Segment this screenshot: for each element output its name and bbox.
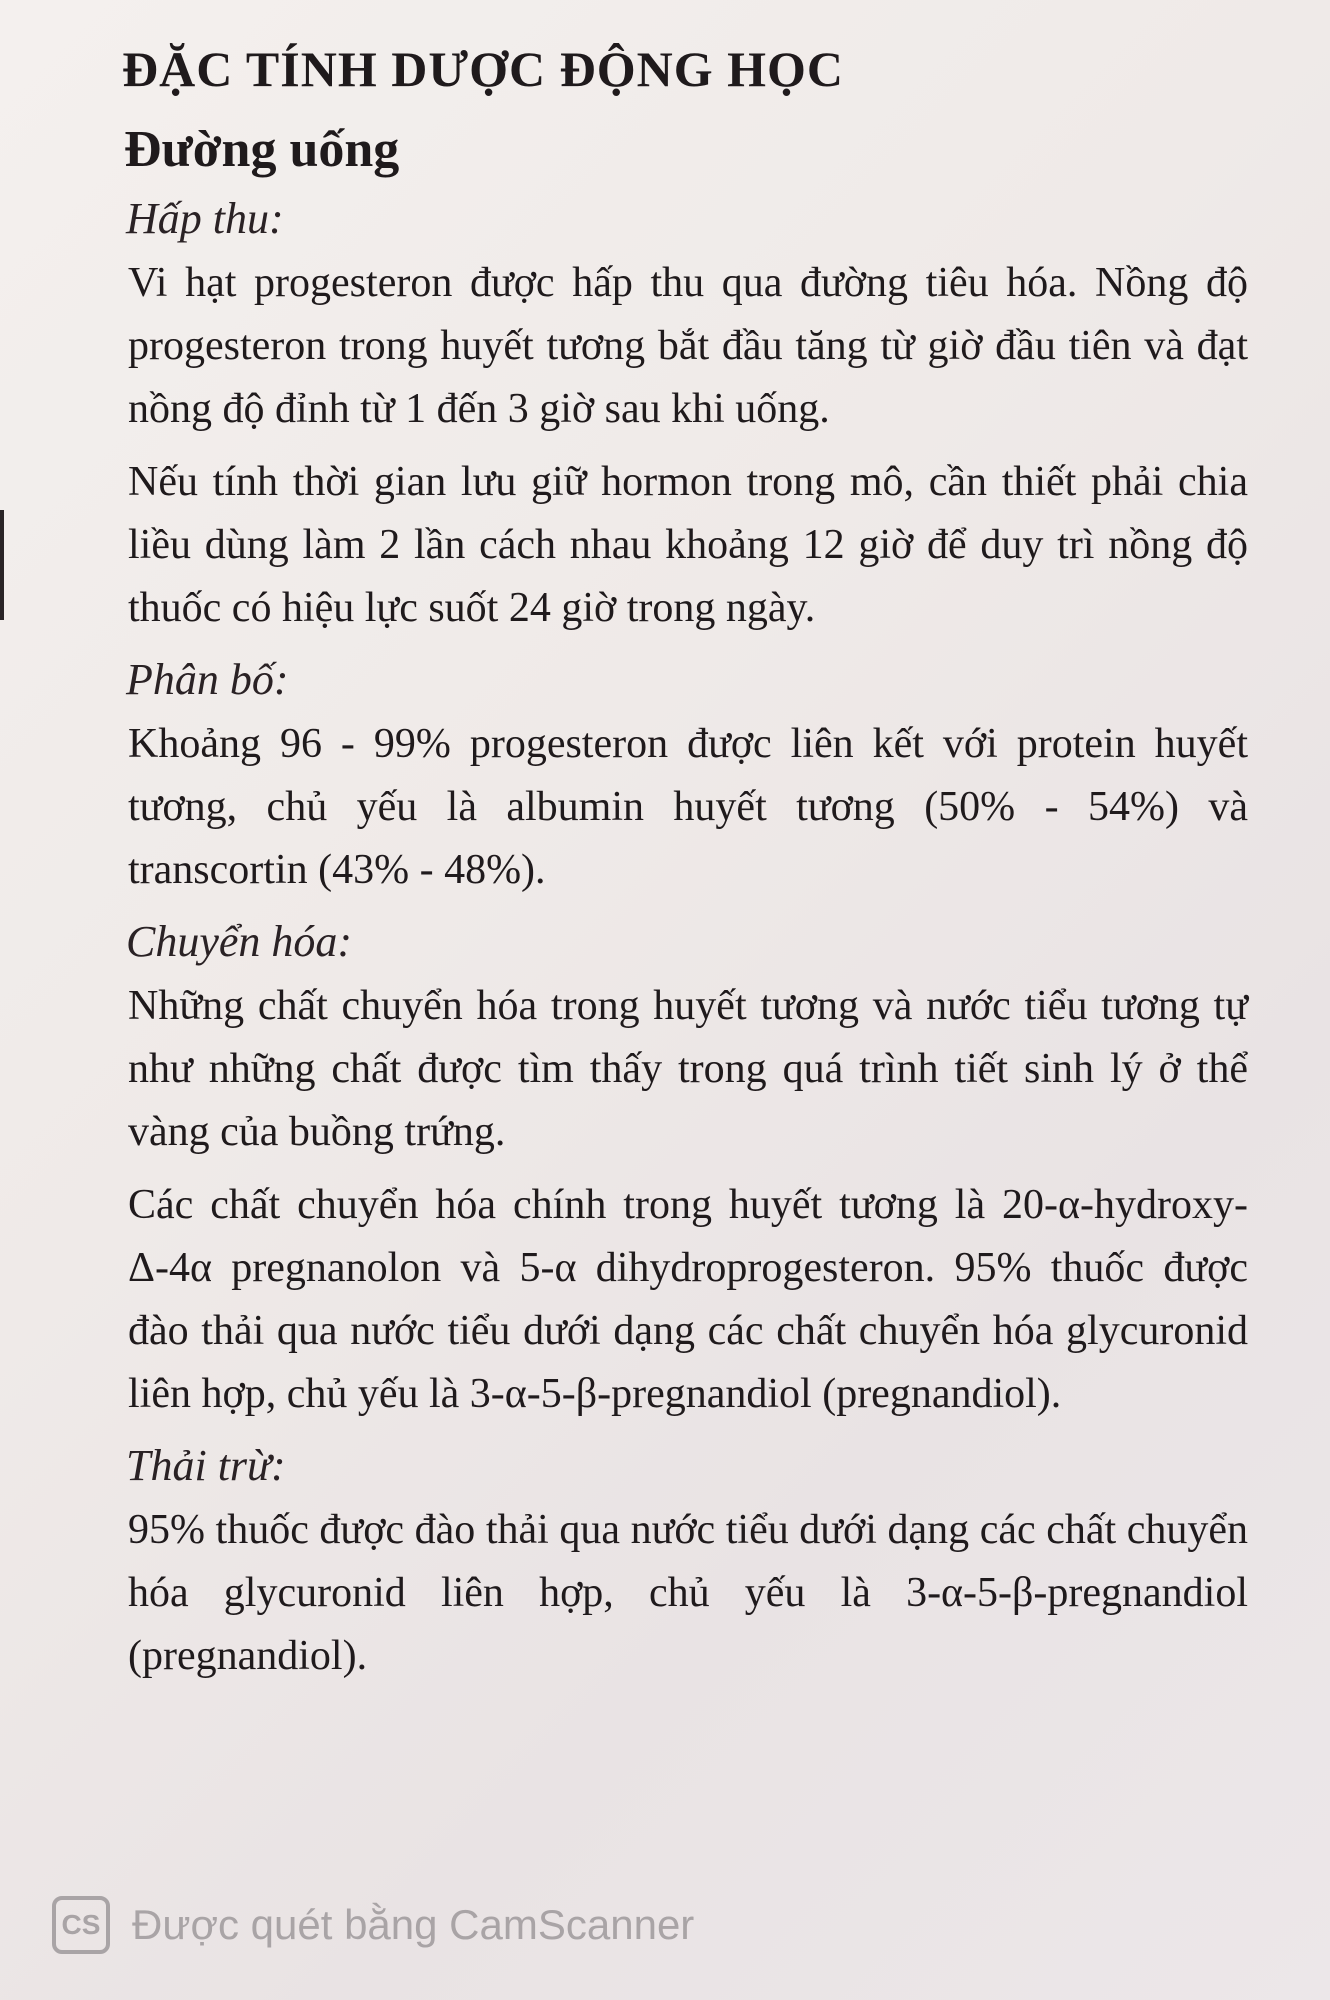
paragraph: 95% thuốc được đào thải qua nước tiểu dưới dạng các chất chuyển hóa glycuronid liên hợp, chủ yếu là 3-α-5-β-pregnandiol (pregnandiol). bbox=[128, 1507, 1248, 1679]
section-elimination bbox=[118, 1440, 1248, 1688]
section-title: Phân bố: bbox=[126, 655, 289, 704]
camscanner-logo-icon: CS bbox=[52, 1896, 110, 1954]
section-absorption bbox=[118, 193, 1248, 640]
paragraph: Vi hạt progesteron được hấp thu qua đường tiêu hóa. Nồng độ progesteron trong huyết tương bắt đầu tăng từ giờ đầu tiên và đạt nồng độ đỉnh từ 1 đến 3 giờ sau khi uống. bbox=[128, 260, 1248, 432]
section-title: Hấp thu: bbox=[126, 194, 284, 243]
document-heading: ĐẶC TÍNH DƯỢC ĐỘNG HỌC bbox=[122, 41, 845, 97]
section-metabolism bbox=[118, 916, 1248, 1426]
paragraph: Khoảng 96 - 99% progesteron được liên kết với protein huyết tương, chủ yếu là albumin huyết tương (50% - 54%) và transcortin (43% - 48%). bbox=[128, 721, 1248, 893]
watermark-text: Được quét bằng CamScanner bbox=[132, 1901, 695, 1948]
paragraph: Các chất chuyển hóa chính trong huyết tương là 20-α-hydroxy-Δ-4α pregnanolon và 5-α dihydroprogesteron. 95% thuốc được đào thải qua nước tiểu dưới dạng các chất chuyển hóa glycuronid liên hợp, chủ yếu là 3-α-5-β-pregnandiol (pregnandiol). bbox=[128, 1182, 1248, 1417]
section-distribution bbox=[118, 654, 1248, 902]
section-title: Chuyển hóa: bbox=[126, 917, 353, 966]
paragraph: Nếu tính thời gian lưu giữ hormon trong mô, cần thiết phải chia liều dùng làm 2 lần cách nhau khoảng 12 giờ để duy trì nồng độ thuốc có hiệu lực suốt 24 giờ trong ngày. bbox=[128, 459, 1248, 631]
page-edge-shadow bbox=[0, 510, 4, 620]
section-title: Thải trừ: bbox=[126, 1441, 286, 1490]
route-subheading: Đường uống bbox=[124, 121, 400, 178]
document-body bbox=[118, 28, 1248, 1698]
camscanner-watermark bbox=[52, 1895, 694, 1955]
paragraph: Những chất chuyển hóa trong huyết tương và nước tiểu tương tự như những chất được tìm thấy trong quá trình tiết sinh lý ở thể vàng của buồng trứng. bbox=[128, 983, 1248, 1155]
